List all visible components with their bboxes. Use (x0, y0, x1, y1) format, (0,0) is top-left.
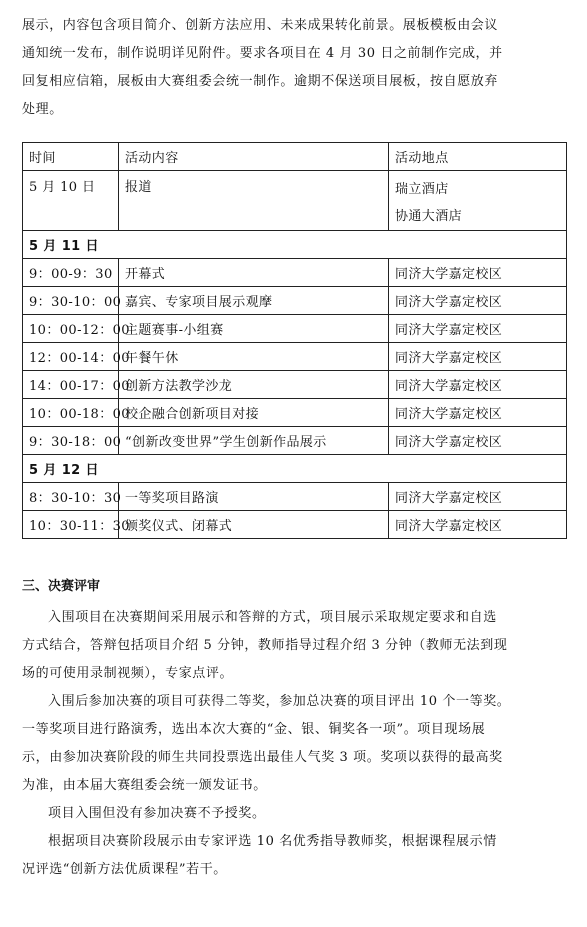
table-cell-time: 10：00-12：00 (23, 315, 119, 343)
table-row (23, 427, 567, 455)
table-header-cell: 活动内容 (119, 143, 389, 171)
table-cell-place: 同济大学嘉定校区 (389, 259, 567, 287)
teacher-award-paragraph (22, 828, 567, 884)
table-cell-place: 同济大学嘉定校区 (389, 315, 567, 343)
text-line: 为准，由本届大赛组委会统一颁发证书。 (22, 778, 267, 793)
table-cell-time: 5 月 10 日 (23, 171, 119, 231)
text-line: 场的可使用录制视频），专家点评。 (22, 666, 234, 681)
table-cell-time: 9：30-10：00 (23, 287, 119, 315)
awards-paragraph (22, 688, 567, 800)
text-line: 处理。 (22, 102, 63, 117)
table-header-cell: 活动地点 (389, 143, 567, 171)
table-row (23, 343, 567, 371)
table-cell-content: 午餐午休 (119, 343, 389, 371)
day-label: 5 月 12 日 (23, 455, 567, 483)
table-cell-place: 同济大学嘉定校区 (389, 511, 567, 539)
text-line: 示，由参加决赛阶段的师生共同投票选出最佳人气奖 3 项。奖项以获得的最高奖 (22, 750, 503, 765)
place-text: 协通大酒店 (395, 209, 463, 224)
table-row (23, 287, 567, 315)
table-day-row (23, 455, 567, 483)
table-cell-time: 8：30-10：30 (23, 483, 119, 511)
table-cell-place: 同济大学嘉定校区 (389, 287, 567, 315)
section-title: 三、决赛评审 (22, 579, 101, 594)
table-row (23, 371, 567, 399)
schedule-table (22, 142, 567, 539)
table-cell-time: 14：00-17：00 (23, 371, 119, 399)
text-line: 通知统一发布，制作说明详见附件。要求各项目在 4 月 30 日之前制作完成，并 (22, 46, 503, 61)
table-cell-content: 开幕式 (119, 259, 389, 287)
text-line: 方式结合，答辩包括项目介绍 5 分钟，教师指导过程介绍 3 分钟（教师无法到现 (22, 638, 508, 653)
table-cell-place (389, 171, 567, 231)
table-cell-time: 12：00-14：00 (23, 343, 119, 371)
table-cell-content: 嘉宾、专家项目展示观摩 (119, 287, 389, 315)
table-cell-place: 同济大学嘉定校区 (389, 483, 567, 511)
table-cell-time: 9：00-9：30 (23, 259, 119, 287)
table-row (23, 315, 567, 343)
text-line: 根据项目决赛阶段展示由专家评选 10 名优秀指导教师奖，根据课程展示情 (48, 834, 497, 849)
text-line: 入围后参加决赛的项目可获得二等奖，参加总决赛的项目评出 10 个一等奖。 (48, 694, 511, 709)
text-line: 入围项目在决赛期间采用展示和答辩的方式，项目展示采取规定要求和自选 (48, 610, 497, 625)
no-award-paragraph (22, 800, 567, 828)
table-cell-time: 10：30-11：30 (23, 511, 119, 539)
table-cell-time: 10：00-18：00 (23, 399, 119, 427)
text-line: 项目入围但没有参加决赛不予授奖。 (48, 806, 266, 821)
table-row (23, 259, 567, 287)
text-line: 回复相应信箱，展板由大赛组委会统一制作。逾期不保送项目展板，按自愿放弃 (22, 74, 499, 89)
table-day-row (23, 231, 567, 259)
table-header-row (23, 143, 567, 171)
table-row (23, 483, 567, 511)
table-cell-content: 创新方法教学沙龙 (119, 371, 389, 399)
table-cell-content: “创新改变世界”学生创新作品展示 (119, 427, 389, 455)
table-row (23, 171, 567, 231)
table-cell-place: 同济大学嘉定校区 (389, 343, 567, 371)
table-cell-content: 颁奖仪式、闭幕式 (119, 511, 389, 539)
table-cell-content: 校企融合创新项目对接 (119, 399, 389, 427)
table-cell-content: 一等奖项目路演 (119, 483, 389, 511)
text-line: 一等奖项目进行路演秀，选出本次大赛的“金、银、铜奖各一项”。项目现场展 (22, 722, 486, 737)
table-cell-time: 9：30-18：00 (23, 427, 119, 455)
table-cell-content: 报道 (119, 171, 389, 231)
text-line: 况评选“创新方法优质课程”若干。 (22, 862, 227, 877)
text-line: 展示，内容包含项目简介、创新方法应用、未来成果转化前景。展板模板由会议 (22, 18, 499, 33)
table-cell-place: 同济大学嘉定校区 (389, 399, 567, 427)
table-row (23, 399, 567, 427)
judging-paragraph (22, 604, 567, 688)
table-cell-place: 同济大学嘉定校区 (389, 371, 567, 399)
table-header-cell: 时间 (23, 143, 119, 171)
intro-paragraph (22, 12, 567, 124)
table-cell-place: 同济大学嘉定校区 (389, 427, 567, 455)
place-text: 瑞立酒店 (395, 182, 449, 197)
day-label: 5 月 11 日 (23, 231, 567, 259)
table-row (23, 511, 567, 539)
table-cell-content: 主题赛事-小组赛 (119, 315, 389, 343)
